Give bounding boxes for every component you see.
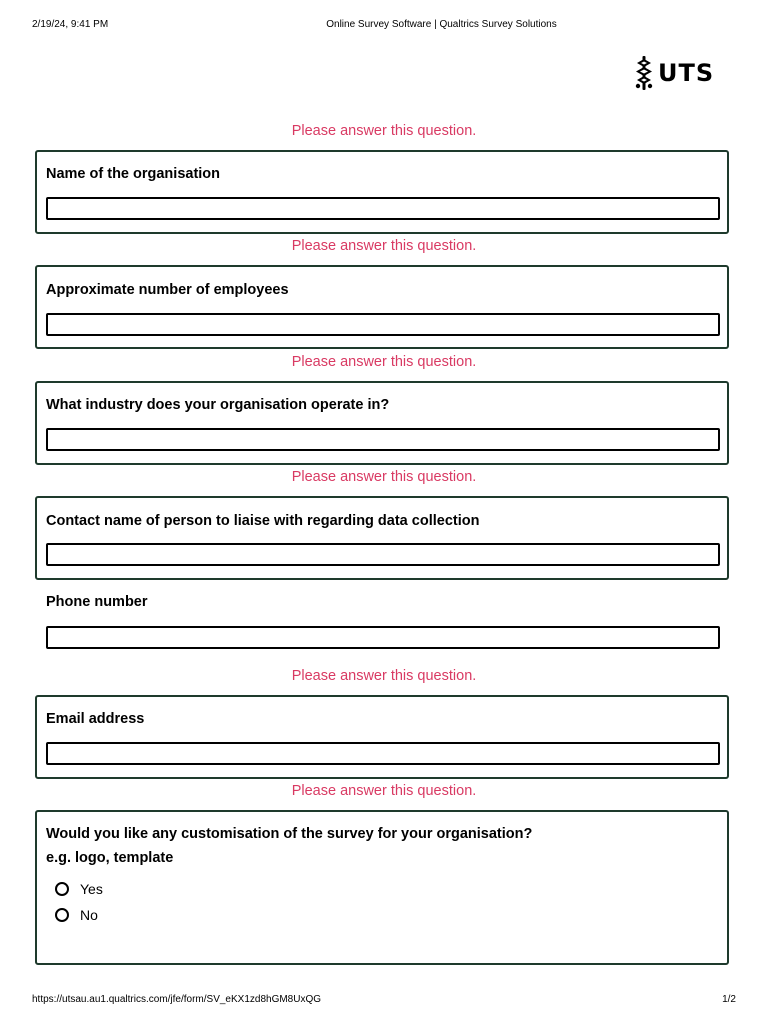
radio-button[interactable] (55, 908, 69, 922)
uts-logo-text: UTS (658, 59, 715, 87)
radio-label: Yes (80, 881, 103, 897)
question-customisation (35, 810, 729, 965)
error-message: Please answer this question. (291, 354, 477, 370)
print-date: 2/19/24, 9:41 PM (32, 19, 109, 30)
question-label: Phone number (46, 594, 148, 610)
print-footer (0, 994, 768, 1008)
email-address-input[interactable] (46, 742, 720, 765)
radio-button[interactable] (55, 882, 69, 896)
question-employee-count (35, 265, 729, 349)
print-header (0, 19, 768, 33)
error-message: Please answer this question. (291, 783, 477, 799)
question-label: Would you like any customisation of the survey for your organisation? (46, 826, 533, 842)
question-label: What industry does your organisation operate in? (46, 397, 390, 413)
question-label: Name of the organisation (46, 166, 221, 182)
question-label: Approximate number of employees (46, 282, 289, 298)
error-message: Please answer this question. (291, 668, 477, 684)
radio-option-no[interactable] (55, 904, 98, 926)
question-label-example: e.g. logo, template (46, 850, 174, 866)
print-page-title: Online Survey Software | Qualtrics Survey Solutions (326, 19, 557, 30)
error-message: Please answer this question. (291, 123, 477, 139)
uts-logo (634, 56, 714, 90)
uts-crest-icon (634, 56, 654, 90)
question-label: Contact name of person to liaise with regarding data collection (46, 513, 480, 529)
print-url: https://utsau.au1.qualtrics.com/jfe/form/SV_eKX1zd8hGM8UxQG (32, 994, 322, 1005)
question-contact-name (35, 496, 729, 580)
question-phone-number (35, 580, 729, 660)
question-organisation-name (35, 150, 729, 234)
error-message: Please answer this question. (291, 469, 477, 485)
contact-name-input[interactable] (46, 543, 720, 566)
phone-number-input[interactable] (46, 626, 720, 649)
radio-label: No (80, 907, 98, 923)
question-industry (35, 381, 729, 465)
organisation-name-input[interactable] (46, 197, 720, 220)
employee-count-input[interactable] (46, 313, 720, 336)
radio-option-yes[interactable] (55, 878, 103, 900)
print-page-number: 1/2 (722, 994, 736, 1005)
industry-input[interactable] (46, 428, 720, 451)
question-label: Email address (46, 711, 145, 727)
error-message: Please answer this question. (291, 238, 477, 254)
question-email-address (35, 695, 729, 779)
